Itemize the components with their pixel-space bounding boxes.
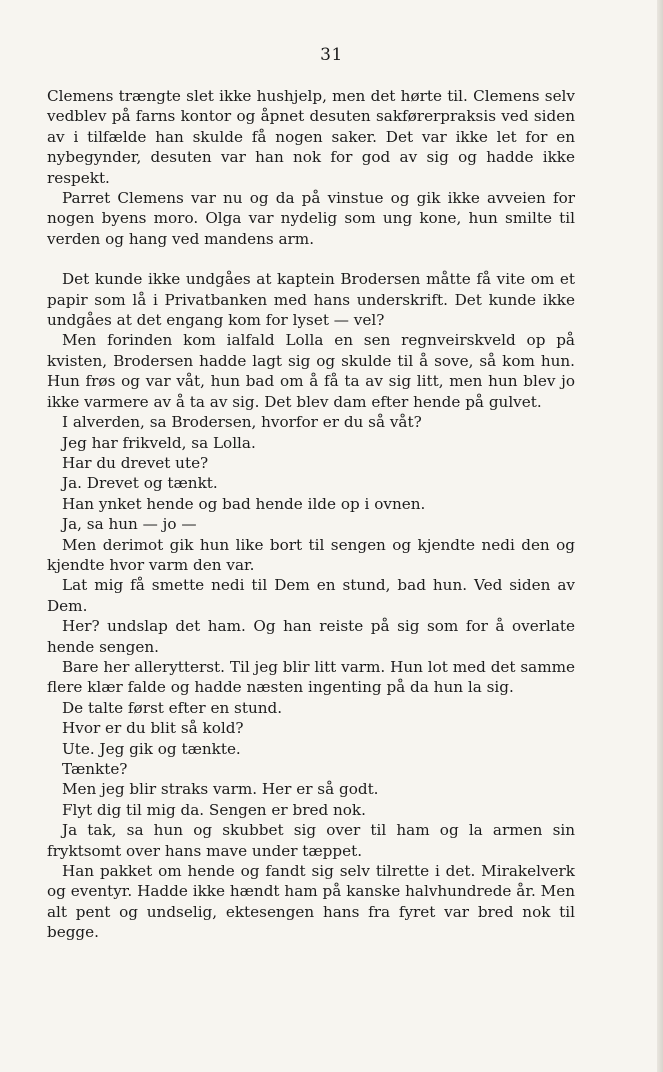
paragraph: Lat mig få smette nedi til Dem en stund, bad hun. Ved siden av Dem. <box>47 576 575 615</box>
dialogue-line: Tænkte? <box>62 760 128 778</box>
dialogue-line: Jeg har frikveld, sa Lolla. <box>62 433 256 452</box>
paragraph: Det kunde ikke undgåes at kaptein Brodersen måtte få vite om et papir som lå i Privatbanken med hans underskrift. Det kunde ikke undgåes at det engang kom for lyset — vel? <box>47 270 575 330</box>
dialogue-line: Han ynket hende og bad hende ilde op i ovnen. <box>62 494 426 513</box>
paragraph: Men derimot gik hun like bort til sengen og kjendte nedi den og kjendte hvor varm den var. <box>47 535 575 574</box>
paragraph: Han pakket om hende og fandt sig selv tilrette i det. Mirakelverk og eventyr. Hadde ikke hændt ham på kanske halvhundrede år. Men alt pent og undselig, ektesengen hans fra fyret var bred nok til begge. <box>47 862 575 942</box>
dialogue-line: Hvor er du blit så kold? <box>62 719 244 738</box>
page-number: 31 <box>320 45 343 65</box>
paragraph: Parret Clemens var nu og da på vinstue og gik ikke avveien for nogen byens moro. Olga var nydelig som ung kone, hun smilte til verden og hang ved mandens arm. <box>47 189 575 248</box>
dialogue-line: Ja. Drevet og tænkt. <box>62 474 218 493</box>
page-edge <box>657 0 663 1072</box>
body-text <box>47 86 575 943</box>
paragraph: Ja tak, sa hun og skubbet sig over til ham og la armen sin fryktsomt over hans mave under tæppet. <box>47 821 575 860</box>
dialogue-line: Ja, sa hun — jo — <box>62 515 197 534</box>
section-break <box>47 249 575 269</box>
dialogue-line: Ute. Jeg gik og tænkte. <box>62 739 241 758</box>
paragraph: Men forinden kom ialfald Lolla en sen regnveirskveld op på kvisten, Brodersen hadde lagt sig og skulde til å sove, så kom hun. Hun frøs og var våt, hun bad om å få ta av sig litt, men hun blev jo ikke varmere av å ta av sig. Det blev dam efter hende på gulvet. <box>47 331 575 411</box>
paragraph: Her? undslap det ham. Og han reiste på sig som for å overlate hende sengen. <box>47 617 575 656</box>
paragraph: Bare her allerytterst. Til jeg blir litt varm. Hun lot med det samme flere klær falde og hadde næsten ingenting på da hun la sig. <box>47 657 575 697</box>
dialogue-line: I alverden, sa Brodersen, hvorfor er du så våt? <box>62 413 422 432</box>
dialogue-line: Flyt dig til mig da. Sengen er bred nok. <box>62 800 366 819</box>
dialogue-line: Men jeg blir straks varm. Her er så godt. <box>62 780 379 799</box>
dialogue-line: Har du drevet ute? <box>62 453 209 472</box>
dialogue-line: De talte først efter en stund. <box>62 698 283 717</box>
paragraph: Clemens trængte slet ikke hushjelp, men det hørte til. Clemens selv vedblev på farns kontor og åpnet desuten sakførerpraksis ved siden av i tilfælde han skulde få nogen saker. Det var ikke let for en nybegynder, desuten var han nok for god av sig og hadde ikke respekt. <box>47 87 575 187</box>
